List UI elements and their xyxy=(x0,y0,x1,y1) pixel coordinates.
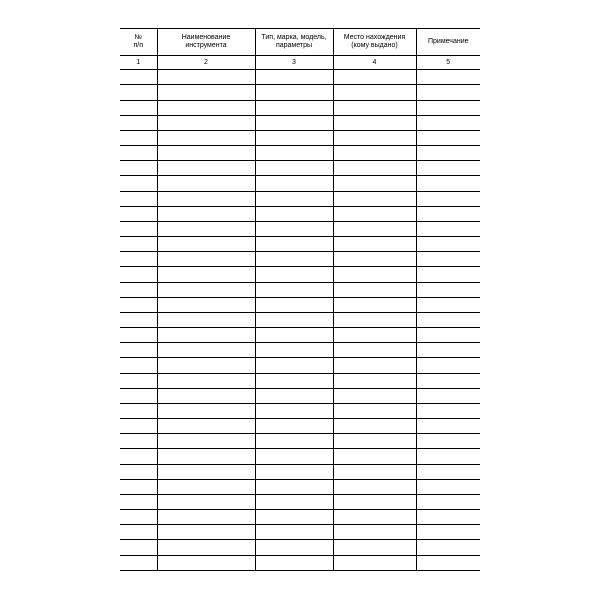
table-cell xyxy=(120,358,157,373)
table-cell xyxy=(120,540,157,555)
table-cell xyxy=(255,252,333,267)
table-row xyxy=(120,176,480,191)
table-cell xyxy=(416,419,480,434)
table-cell xyxy=(416,267,480,282)
table-cell xyxy=(333,130,416,145)
table-cell xyxy=(255,70,333,85)
table-cell xyxy=(120,115,157,130)
table-cell xyxy=(416,70,480,85)
table-cell xyxy=(416,130,480,145)
table-cell xyxy=(157,267,255,282)
table-cell xyxy=(333,373,416,388)
table-cell xyxy=(120,100,157,115)
table-cell xyxy=(157,479,255,494)
table-row xyxy=(120,540,480,555)
header-number-line1: № xyxy=(134,34,142,41)
table-cell xyxy=(333,191,416,206)
table-cell xyxy=(416,328,480,343)
table-cell xyxy=(333,464,416,479)
table-cell xyxy=(120,282,157,297)
table-cell xyxy=(255,130,333,145)
table-row xyxy=(120,343,480,358)
table-cell xyxy=(157,343,255,358)
table-cell xyxy=(157,403,255,418)
table-cell xyxy=(333,434,416,449)
table-cell xyxy=(416,525,480,540)
table-cell xyxy=(333,85,416,100)
table-cell xyxy=(120,343,157,358)
table-cell xyxy=(416,176,480,191)
header-note xyxy=(416,29,480,56)
table-cell xyxy=(333,267,416,282)
table-cell xyxy=(255,343,333,358)
table-cell xyxy=(120,555,157,570)
table-cell xyxy=(157,419,255,434)
table-cell xyxy=(120,328,157,343)
header-type-line1: Тип, марка, модель, xyxy=(261,34,327,41)
table-cell xyxy=(157,358,255,373)
table-cell xyxy=(333,100,416,115)
table-cell xyxy=(416,540,480,555)
table-row xyxy=(120,206,480,221)
column-number-row xyxy=(120,56,480,70)
table-cell xyxy=(255,237,333,252)
table-cell xyxy=(333,206,416,221)
header-name-line1: Наименование xyxy=(181,34,231,41)
table-cell xyxy=(120,146,157,161)
table-cell xyxy=(416,464,480,479)
table-cell xyxy=(416,115,480,130)
table-cell xyxy=(255,297,333,312)
table-cell xyxy=(333,297,416,312)
table-cell xyxy=(416,510,480,525)
table-cell xyxy=(416,191,480,206)
table-cell xyxy=(333,403,416,418)
table-row xyxy=(120,267,480,282)
table-cell xyxy=(157,252,255,267)
header-name-line2: инструмента xyxy=(185,42,227,49)
table-cell xyxy=(157,221,255,236)
table-row xyxy=(120,328,480,343)
column-number-3: 3 xyxy=(255,56,333,70)
table-cell xyxy=(157,191,255,206)
table-cell xyxy=(333,221,416,236)
table-cell xyxy=(255,555,333,570)
table-cell xyxy=(157,510,255,525)
column-number-1: 1 xyxy=(120,56,157,70)
table-row xyxy=(120,237,480,252)
table-cell xyxy=(255,85,333,100)
table-cell xyxy=(157,328,255,343)
column-number-5: 5 xyxy=(416,56,480,70)
table-cell xyxy=(157,161,255,176)
table-cell xyxy=(157,297,255,312)
table-cell xyxy=(333,237,416,252)
table-cell xyxy=(157,146,255,161)
table-cell xyxy=(255,115,333,130)
table-cell xyxy=(333,525,416,540)
table-body xyxy=(120,56,480,571)
table-cell xyxy=(157,115,255,130)
table-row xyxy=(120,221,480,236)
table-row xyxy=(120,161,480,176)
table-row xyxy=(120,494,480,509)
table-cell xyxy=(120,70,157,85)
table-row xyxy=(120,358,480,373)
table-cell xyxy=(120,130,157,145)
table-cell xyxy=(416,252,480,267)
header-location-line1: Место нахождения xyxy=(343,34,406,41)
table-row xyxy=(120,297,480,312)
table-row xyxy=(120,373,480,388)
table-cell xyxy=(333,510,416,525)
table-cell xyxy=(416,100,480,115)
table-cell xyxy=(416,343,480,358)
table-cell xyxy=(120,252,157,267)
table-cell xyxy=(416,449,480,464)
table-cell xyxy=(157,312,255,327)
table-cell xyxy=(416,358,480,373)
table-cell xyxy=(120,221,157,236)
table-cell xyxy=(120,510,157,525)
column-number-4: 4 xyxy=(333,56,416,70)
table-cell xyxy=(255,479,333,494)
table-cell xyxy=(120,373,157,388)
table-cell xyxy=(120,464,157,479)
table-cell xyxy=(333,540,416,555)
table-cell xyxy=(157,206,255,221)
table-cell xyxy=(333,555,416,570)
table-cell xyxy=(120,403,157,418)
header-note-line1: Примечание xyxy=(427,38,469,45)
table-cell xyxy=(120,267,157,282)
table-cell xyxy=(416,373,480,388)
table-cell xyxy=(255,388,333,403)
table-cell xyxy=(120,237,157,252)
table-cell xyxy=(157,85,255,100)
table-cell xyxy=(333,419,416,434)
table-cell xyxy=(416,479,480,494)
table-cell xyxy=(157,555,255,570)
table-cell xyxy=(333,388,416,403)
table-row xyxy=(120,449,480,464)
table-cell xyxy=(255,282,333,297)
table-row xyxy=(120,130,480,145)
table-cell xyxy=(157,237,255,252)
instrument-register-table xyxy=(120,28,480,571)
table-cell xyxy=(120,191,157,206)
table-row xyxy=(120,312,480,327)
table-cell xyxy=(416,403,480,418)
table-cell xyxy=(157,525,255,540)
header-number xyxy=(120,29,157,56)
table-cell xyxy=(255,540,333,555)
table-row xyxy=(120,282,480,297)
table-cell xyxy=(157,130,255,145)
instrument-register-page xyxy=(120,28,480,571)
table-row xyxy=(120,115,480,130)
header-number-line2: п/п xyxy=(133,42,144,49)
table-cell xyxy=(416,85,480,100)
table-cell xyxy=(255,358,333,373)
table-cell xyxy=(120,206,157,221)
table-cell xyxy=(120,312,157,327)
table-cell xyxy=(157,449,255,464)
table-cell xyxy=(120,85,157,100)
header-location xyxy=(333,29,416,56)
table-row xyxy=(120,510,480,525)
table-cell xyxy=(157,464,255,479)
table-cell xyxy=(255,221,333,236)
table-cell xyxy=(120,479,157,494)
table-cell xyxy=(120,297,157,312)
table-cell xyxy=(416,237,480,252)
table-cell xyxy=(333,115,416,130)
table-cell xyxy=(157,70,255,85)
table-row xyxy=(120,434,480,449)
table-cell xyxy=(255,464,333,479)
table-cell xyxy=(157,540,255,555)
table-cell xyxy=(333,312,416,327)
table-cell xyxy=(120,494,157,509)
table-cell xyxy=(120,419,157,434)
table-row xyxy=(120,479,480,494)
table-cell xyxy=(255,191,333,206)
table-row xyxy=(120,100,480,115)
table-cell xyxy=(416,161,480,176)
table-cell xyxy=(416,312,480,327)
table-cell xyxy=(333,176,416,191)
table-row xyxy=(120,70,480,85)
table-cell xyxy=(157,373,255,388)
table-cell xyxy=(416,434,480,449)
table-cell xyxy=(416,494,480,509)
table-cell xyxy=(255,312,333,327)
header-type-line2: параметры xyxy=(275,42,313,49)
table-cell xyxy=(120,525,157,540)
table-cell xyxy=(416,555,480,570)
table-cell xyxy=(157,282,255,297)
table-cell xyxy=(333,161,416,176)
table-cell xyxy=(416,206,480,221)
table-cell xyxy=(333,494,416,509)
table-cell xyxy=(255,267,333,282)
header-name xyxy=(157,29,255,56)
table-row xyxy=(120,464,480,479)
table-row xyxy=(120,555,480,570)
header-type xyxy=(255,29,333,56)
table-cell xyxy=(120,161,157,176)
table-cell xyxy=(416,297,480,312)
table-cell xyxy=(255,494,333,509)
table-cell xyxy=(255,161,333,176)
table-cell xyxy=(255,419,333,434)
table-cell xyxy=(255,403,333,418)
table-cell xyxy=(255,373,333,388)
table-cell xyxy=(157,388,255,403)
table-row xyxy=(120,419,480,434)
table-cell xyxy=(333,343,416,358)
table-cell xyxy=(255,100,333,115)
table-cell xyxy=(157,434,255,449)
table-cell xyxy=(255,146,333,161)
table-cell xyxy=(255,328,333,343)
table-cell xyxy=(416,146,480,161)
table-cell xyxy=(255,510,333,525)
table-row xyxy=(120,191,480,206)
table-cell xyxy=(255,206,333,221)
table-cell xyxy=(157,176,255,191)
table-row xyxy=(120,525,480,540)
table-cell xyxy=(157,100,255,115)
table-cell xyxy=(333,146,416,161)
table-cell xyxy=(416,388,480,403)
table-cell xyxy=(333,479,416,494)
column-number-2: 2 xyxy=(157,56,255,70)
table-cell xyxy=(120,388,157,403)
table-cell xyxy=(416,282,480,297)
table-cell xyxy=(157,494,255,509)
table-cell xyxy=(333,252,416,267)
table-cell xyxy=(120,434,157,449)
table-cell xyxy=(333,328,416,343)
table-row xyxy=(120,403,480,418)
header-location-line2: (кому выдано) xyxy=(351,42,398,49)
table-cell xyxy=(333,282,416,297)
table-cell xyxy=(416,221,480,236)
table-cell xyxy=(333,70,416,85)
table-row xyxy=(120,252,480,267)
table-row xyxy=(120,85,480,100)
table-cell xyxy=(255,434,333,449)
header-row xyxy=(120,29,480,56)
table-cell xyxy=(120,176,157,191)
table-row xyxy=(120,388,480,403)
table-cell xyxy=(255,449,333,464)
table-cell xyxy=(255,176,333,191)
table-cell xyxy=(255,525,333,540)
table-cell xyxy=(333,358,416,373)
table-cell xyxy=(120,449,157,464)
table-row xyxy=(120,146,480,161)
table-cell xyxy=(333,449,416,464)
